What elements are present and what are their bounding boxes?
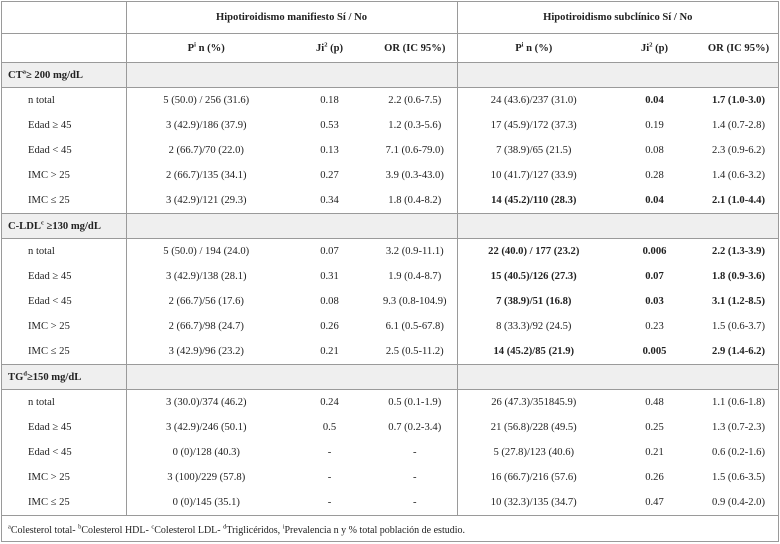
col-ji-text: Ji bbox=[316, 43, 324, 54]
cell-or-s: 1.3 (0.7-2.3) bbox=[699, 415, 778, 440]
cell-or-s: 1.5 (0.6-3.7) bbox=[699, 314, 778, 339]
section-title bbox=[2, 214, 126, 239]
cell-prevalence-m: 0 (0)/145 (35.1) bbox=[126, 490, 286, 516]
cell-or-s: 2.2 (1.3-3.9) bbox=[699, 239, 778, 265]
cell-ji-s: 0.47 bbox=[610, 490, 699, 516]
row-label: Edad < 45 bbox=[2, 289, 126, 314]
cell-ji-m: - bbox=[286, 490, 373, 516]
col-header-prevalence-s bbox=[457, 34, 610, 63]
table-row bbox=[2, 239, 778, 265]
cell-ji-s: 0.28 bbox=[610, 163, 699, 188]
table-row bbox=[2, 289, 778, 314]
fn-d: Triglicéridos, bbox=[226, 525, 282, 536]
table-row bbox=[2, 390, 778, 416]
cell-ji-s: 0.21 bbox=[610, 440, 699, 465]
cell-prevalence-s: 14 (45.2)/85 (21.9) bbox=[457, 339, 610, 365]
col-header-ji-m bbox=[286, 34, 373, 63]
cell-prevalence-s: 22 (40.0) / 177 (23.2) bbox=[457, 239, 610, 265]
cell-ji-m: 0.27 bbox=[286, 163, 373, 188]
section-title-sup: a bbox=[23, 68, 26, 75]
empty-header-cell bbox=[2, 34, 126, 63]
cell-prevalence-m: 5 (50.0) / 194 (24.0) bbox=[126, 239, 286, 265]
table-row bbox=[2, 138, 778, 163]
table-row bbox=[2, 440, 778, 465]
section-spacer bbox=[457, 214, 778, 239]
section-title-rest: ≥150 mg/dL bbox=[27, 372, 81, 383]
section-spacer bbox=[457, 365, 778, 390]
column-header-row bbox=[2, 34, 778, 63]
row-label: IMC ≤ 25 bbox=[2, 339, 126, 365]
cell-prevalence-s: 10 (32.3)/135 (34.7) bbox=[457, 490, 610, 516]
col-ji-text: Ji bbox=[641, 43, 649, 54]
cell-ji-m: 0.5 bbox=[286, 415, 373, 440]
section-title bbox=[2, 63, 126, 88]
section-title bbox=[2, 365, 126, 390]
section-title-rest: ≥ 200 mg/dL bbox=[26, 70, 83, 81]
cell-prevalence-s: 8 (33.3)/92 (24.5) bbox=[457, 314, 610, 339]
section-header-row bbox=[2, 63, 778, 88]
cell-or-m: 2.2 (0.6-7.5) bbox=[373, 88, 457, 114]
section-spacer bbox=[126, 365, 457, 390]
row-label: IMC > 25 bbox=[2, 163, 126, 188]
fn-a-sup: a bbox=[8, 523, 11, 530]
table-row bbox=[2, 88, 778, 114]
cell-or-m: 0.5 (0.1-1.9) bbox=[373, 390, 457, 416]
col-p-sup: i bbox=[194, 41, 196, 48]
cell-prevalence-m: 3 (100)/229 (57.8) bbox=[126, 465, 286, 490]
col-p-rest: n (%) bbox=[523, 43, 552, 54]
cell-prevalence-s: 14 (45.2)/110 (28.3) bbox=[457, 188, 610, 214]
col-ji-sup: 2 bbox=[324, 41, 327, 48]
cell-ji-m: 0.34 bbox=[286, 188, 373, 214]
cell-or-s: 1.7 (1.0-3.0) bbox=[699, 88, 778, 114]
cell-prevalence-s: 16 (66.7)/216 (57.6) bbox=[457, 465, 610, 490]
section-title-sup: c bbox=[41, 219, 44, 226]
cell-or-m: 2.5 (0.5-11.2) bbox=[373, 339, 457, 365]
section-spacer bbox=[457, 63, 778, 88]
results-table-panel bbox=[1, 1, 779, 542]
cell-prevalence-m: 3 (42.9)/186 (37.9) bbox=[126, 113, 286, 138]
cell-or-s: 0.9 (0.4-2.0) bbox=[699, 490, 778, 516]
cell-or-s: 2.3 (0.9-6.2) bbox=[699, 138, 778, 163]
cell-prevalence-s: 15 (40.5)/126 (27.3) bbox=[457, 264, 610, 289]
cell-ji-m: 0.26 bbox=[286, 314, 373, 339]
row-label: IMC ≤ 25 bbox=[2, 188, 126, 214]
results-table bbox=[2, 2, 778, 544]
col-header-ji-s bbox=[610, 34, 699, 63]
cell-prevalence-s: 21 (56.8)/228 (49.5) bbox=[457, 415, 610, 440]
row-label: n total bbox=[2, 88, 126, 114]
cell-or-m: 1.9 (0.4-8.7) bbox=[373, 264, 457, 289]
cell-prevalence-s: 24 (43.6)/237 (31.0) bbox=[457, 88, 610, 114]
cell-ji-s: 0.07 bbox=[610, 264, 699, 289]
row-label: n total bbox=[2, 239, 126, 265]
col-p-text: P bbox=[515, 43, 521, 54]
row-label: Edad < 45 bbox=[2, 440, 126, 465]
cell-prevalence-s: 7 (38.9)/51 (16.8) bbox=[457, 289, 610, 314]
section-title-text: CT bbox=[8, 70, 23, 81]
cell-or-m: 0.7 (0.2-3.4) bbox=[373, 415, 457, 440]
cell-prevalence-m: 3 (42.9)/121 (29.3) bbox=[126, 188, 286, 214]
fn-i-sup: i bbox=[283, 523, 285, 530]
cell-ji-s: 0.04 bbox=[610, 188, 699, 214]
cell-or-s: 2.9 (1.4-6.2) bbox=[699, 339, 778, 365]
cell-ji-s: 0.19 bbox=[610, 113, 699, 138]
fn-c-sup: c bbox=[151, 523, 154, 530]
cell-ji-s: 0.25 bbox=[610, 415, 699, 440]
section-title-text: TG bbox=[8, 372, 23, 383]
cell-ji-m: 0.18 bbox=[286, 88, 373, 114]
col-header-prevalence-m bbox=[126, 34, 286, 63]
cell-or-m: 7.1 (0.6-79.0) bbox=[373, 138, 457, 163]
cell-prevalence-s: 17 (45.9)/172 (37.3) bbox=[457, 113, 610, 138]
cell-ji-m: 0.21 bbox=[286, 339, 373, 365]
cell-prevalence-m: 3 (42.9)/96 (23.2) bbox=[126, 339, 286, 365]
col-ji-rest: (p) bbox=[327, 43, 343, 54]
cell-prevalence-s: 10 (41.7)/127 (33.9) bbox=[457, 163, 610, 188]
cell-or-s: 1.5 (0.6-3.5) bbox=[699, 465, 778, 490]
table-row bbox=[2, 339, 778, 365]
table-row bbox=[2, 188, 778, 214]
section-spacer bbox=[126, 63, 457, 88]
group-header-manifiesto: Hipotiroidismo manifiesto Sí / No bbox=[126, 2, 457, 34]
col-header-or-m: OR (IC 95%) bbox=[373, 34, 457, 63]
footnote-row bbox=[2, 516, 778, 544]
section-header-row bbox=[2, 214, 778, 239]
table-row bbox=[2, 314, 778, 339]
group-header-row bbox=[2, 2, 778, 34]
cell-prevalence-m: 0 (0)/128 (40.3) bbox=[126, 440, 286, 465]
cell-prevalence-m: 2 (66.7)/70 (22.0) bbox=[126, 138, 286, 163]
cell-prevalence-m: 3 (30.0)/374 (46.2) bbox=[126, 390, 286, 416]
cell-prevalence-m: 3 (42.9)/138 (28.1) bbox=[126, 264, 286, 289]
fn-a: Colesterol total- bbox=[11, 525, 78, 536]
cell-prevalence-m: 5 (50.0) / 256 (31.6) bbox=[126, 88, 286, 114]
cell-or-m: 9.3 (0.8-104.9) bbox=[373, 289, 457, 314]
table-row bbox=[2, 465, 778, 490]
section-title-text: C-LDL bbox=[8, 221, 41, 232]
fn-b: Colesterol HDL- bbox=[81, 525, 151, 536]
table-row bbox=[2, 415, 778, 440]
cell-or-m: 3.2 (0.9-11.1) bbox=[373, 239, 457, 265]
empty-header-cell bbox=[2, 2, 126, 34]
cell-or-m: 3.9 (0.3-43.0) bbox=[373, 163, 457, 188]
cell-or-s: 3.1 (1.2-8.5) bbox=[699, 289, 778, 314]
cell-or-s: 1.4 (0.6-3.2) bbox=[699, 163, 778, 188]
row-label: Edad < 45 bbox=[2, 138, 126, 163]
fn-d-sup: d bbox=[223, 523, 226, 530]
cell-or-s: 2.1 (1.0-4.4) bbox=[699, 188, 778, 214]
cell-or-m: - bbox=[373, 465, 457, 490]
col-p-text: P bbox=[188, 43, 194, 54]
row-label: Edad ≥ 45 bbox=[2, 415, 126, 440]
col-ji-sup: 2 bbox=[649, 41, 652, 48]
cell-prevalence-s: 26 (47.3)/351845.9) bbox=[457, 390, 610, 416]
table-row bbox=[2, 490, 778, 516]
cell-ji-m: 0.31 bbox=[286, 264, 373, 289]
cell-ji-s: 0.04 bbox=[610, 88, 699, 114]
section-header-row bbox=[2, 365, 778, 390]
fn-b-sup: b bbox=[78, 523, 81, 530]
row-label: Edad ≥ 45 bbox=[2, 113, 126, 138]
section-title-rest: ≥130 mg/dL bbox=[44, 221, 101, 232]
cell-ji-m: 0.53 bbox=[286, 113, 373, 138]
table-row bbox=[2, 163, 778, 188]
row-label: Edad ≥ 45 bbox=[2, 264, 126, 289]
col-p-sup: i bbox=[522, 41, 524, 48]
cell-ji-s: 0.006 bbox=[610, 239, 699, 265]
cell-prevalence-m: 2 (66.7)/98 (24.7) bbox=[126, 314, 286, 339]
fn-i: Prevalencia n y % total población de estudio. bbox=[285, 525, 466, 536]
row-label: IMC > 25 bbox=[2, 465, 126, 490]
cell-prevalence-m: 2 (66.7)/56 (17.6) bbox=[126, 289, 286, 314]
cell-ji-s: 0.03 bbox=[610, 289, 699, 314]
row-label: IMC > 25 bbox=[2, 314, 126, 339]
cell-ji-m: - bbox=[286, 440, 373, 465]
col-ji-rest: (p) bbox=[652, 43, 668, 54]
cell-ji-m: - bbox=[286, 465, 373, 490]
cell-ji-m: 0.24 bbox=[286, 390, 373, 416]
cell-or-s: 1.1 (0.6-1.8) bbox=[699, 390, 778, 416]
cell-prevalence-m: 3 (42.9)/246 (50.1) bbox=[126, 415, 286, 440]
cell-or-m: 1.8 (0.4-8.2) bbox=[373, 188, 457, 214]
row-label: n total bbox=[2, 390, 126, 416]
cell-or-s: 1.4 (0.7-2.8) bbox=[699, 113, 778, 138]
cell-or-m: 1.2 (0.3-5.6) bbox=[373, 113, 457, 138]
cell-prevalence-s: 5 (27.8)/123 (40.6) bbox=[457, 440, 610, 465]
col-p-rest: n (%) bbox=[196, 43, 225, 54]
cell-ji-s: 0.08 bbox=[610, 138, 699, 163]
section-spacer bbox=[126, 214, 457, 239]
table-row bbox=[2, 113, 778, 138]
cell-ji-m: 0.13 bbox=[286, 138, 373, 163]
table-row bbox=[2, 264, 778, 289]
cell-ji-m: 0.08 bbox=[286, 289, 373, 314]
cell-ji-s: 0.48 bbox=[610, 390, 699, 416]
cell-prevalence-m: 2 (66.7)/135 (34.1) bbox=[126, 163, 286, 188]
cell-ji-s: 0.005 bbox=[610, 339, 699, 365]
section-title-sup: d bbox=[23, 370, 27, 377]
cell-ji-m: 0.07 bbox=[286, 239, 373, 265]
group-header-subclinico: Hipotiroidismo subclínico Sí / No bbox=[457, 2, 778, 34]
cell-or-m: - bbox=[373, 490, 457, 516]
fn-c: Colesterol LDL- bbox=[154, 525, 223, 536]
cell-or-s: 1.8 (0.9-3.6) bbox=[699, 264, 778, 289]
footnote bbox=[2, 516, 778, 544]
row-label: IMC ≤ 25 bbox=[2, 490, 126, 516]
cell-ji-s: 0.26 bbox=[610, 465, 699, 490]
cell-or-m: 6.1 (0.5-67.8) bbox=[373, 314, 457, 339]
cell-or-m: - bbox=[373, 440, 457, 465]
cell-prevalence-s: 7 (38.9)/65 (21.5) bbox=[457, 138, 610, 163]
cell-ji-s: 0.23 bbox=[610, 314, 699, 339]
col-header-or-s: OR (IC 95%) bbox=[699, 34, 778, 63]
cell-or-s: 0.6 (0.2-1.6) bbox=[699, 440, 778, 465]
